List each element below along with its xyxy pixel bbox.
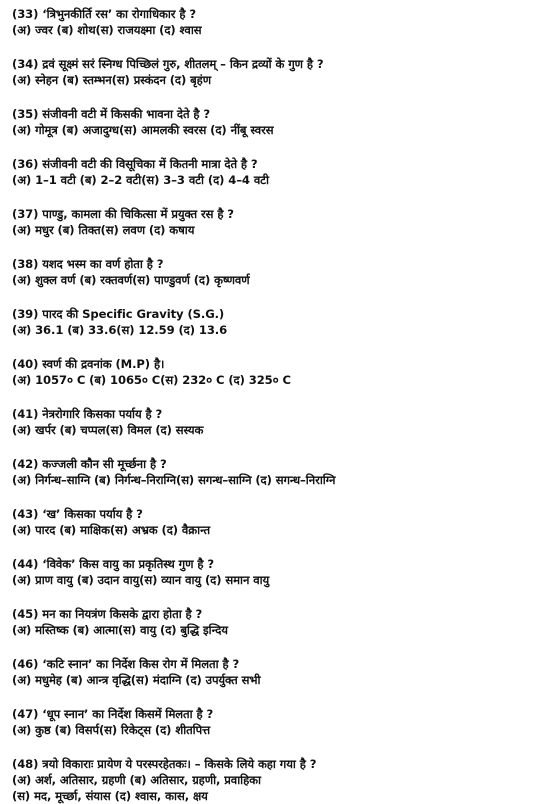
- question-text: (36) संजीवनी वटी की विसूचिका में कितनी मात्रा देते है ?: [12, 157, 258, 171]
- question-text: (47) ‘धूप स्नान’ का निर्देश किसमें मिलता है ?: [12, 707, 214, 721]
- question-block: [12, 456, 542, 488]
- spacer: [12, 638, 542, 656]
- answer-options: (अ) 36.1 (ब) 33.6(स) 12.59 (द) 13.6: [12, 323, 228, 337]
- question-text: (42) कज्जली कौन सी मूर्च्छना है ?: [12, 457, 167, 471]
- answer-options: (अ) खर्पर (ब) चप्पल(स) विमल (द) सस्यक: [12, 423, 204, 437]
- question-text: (34) द्रवं सूक्ष्मं सरं स्निग्ध पिच्छिलं गुरु, शीतलम् – किन द्रव्यों के गुण है ?: [12, 57, 324, 71]
- question-text: (39) पारद की Specific Gravity (S.G.): [12, 307, 225, 321]
- question-block: [12, 606, 542, 638]
- answer-options: (अ) शुक्ल वर्ण (ब) रक्तवर्ण(स) पाण्डुवर्ण (द) कृष्णवर्ण: [12, 273, 250, 287]
- spacer: [12, 488, 542, 506]
- question-text: (33) ‘त्रिभुनकीर्ति रस’ का रोगाधिकार है ?: [12, 7, 196, 21]
- answer-options: (अ) प्राण वायु (ब) उदान वायु(स) व्यान वायु (द) समान वायु: [12, 573, 270, 587]
- answer-options: (अ) कुष्ठ (ब) विसर्प(स) रिकेट्स (द) शीतपित्त: [12, 723, 211, 737]
- question-block: [12, 156, 542, 188]
- question-block: [12, 106, 542, 138]
- answer-options: (अ) 1–1 वटी (ब) 2–2 वटी(स) 3–3 वटी (द) 4–4 वटी: [12, 173, 269, 187]
- answer-options: (अ) पारद (ब) माक्षिक(स) अभ्रक (द) वैक्रान्त: [12, 523, 211, 537]
- spacer: [12, 688, 542, 706]
- question-text: (41) नेत्ररोगारि किसका पर्याय है ?: [12, 407, 163, 421]
- spacer: [12, 88, 542, 106]
- answer-options: (अ) मधुमेह (ब) आन्त्र वृद्धि(स) मंदाग्नि (द) उपर्युक्त सभी: [12, 673, 261, 687]
- spacer: [12, 538, 542, 556]
- question-text: (35) संजीवनी वटी में किसकी भावना देते है ?: [12, 107, 211, 121]
- question-block: [12, 356, 542, 388]
- question-block: [12, 256, 542, 288]
- answer-options: (अ) ज्वर (ब) शोथ(स) राजयक्ष्मा (द) श्वास: [12, 23, 202, 37]
- answer-options: (अ) स्नेहन (ब) स्तम्भन(स) प्रस्कंदन (द) बृहंण: [12, 73, 211, 87]
- question-block: [12, 306, 542, 338]
- spacer: [12, 338, 542, 356]
- question-block: [12, 406, 542, 438]
- question-block: [12, 706, 542, 738]
- spacer: [12, 238, 542, 256]
- answer-options: (अ) 1057० C (ब) 1065० C(स) 232० C (द) 325० C: [12, 373, 291, 387]
- answer-options: (अ) मधुर (ब) तिक्त(स) लवण (द) कषाय: [12, 223, 195, 237]
- spacer: [12, 188, 542, 206]
- question-text: (38) यशद भस्म का वर्ण होता है ?: [12, 257, 164, 271]
- spacer: [12, 588, 542, 606]
- spacer: [12, 438, 542, 456]
- question-block: [12, 506, 542, 538]
- answer-options: (स) मद, मूर्च्छा, संयास (द) श्वास, कास, क्षय: [12, 789, 208, 803]
- answer-options: (अ) अर्श, अतिसार, ग्रहणी (ब) अतिसार, ग्रहणी, प्रवाहिका: [12, 773, 261, 787]
- question-text: (43) ‘ख’ किसका पर्याय है ?: [12, 507, 143, 521]
- spacer: [12, 138, 542, 156]
- question-block: [12, 656, 542, 688]
- question-block: [12, 206, 542, 238]
- spacer: [12, 388, 542, 406]
- question-text: (44) ‘विवेक’ किस वायु का प्रकृतिस्थ गुण है ?: [12, 557, 214, 571]
- spacer: [12, 738, 542, 756]
- question-block: [12, 6, 542, 38]
- answer-options: (अ) निर्गन्ध–साग्नि (ब) निर्गन्ध–निराग्नि(स) सगन्ध–साग्नि (द) सगन्ध–निराग्नि: [12, 473, 336, 487]
- question-text: (46) ‘कटि स्नान’ का निर्देश किस रोग में मिलता है ?: [12, 657, 240, 671]
- answer-options: (अ) गोमूत्र (ब) अजादुग्ध(स) आमलकी स्वरस (द) नींबू स्वरस: [12, 123, 274, 137]
- question-block: [12, 56, 542, 88]
- spacer: [12, 288, 542, 306]
- question-block: [12, 556, 542, 588]
- question-sheet: [12, 6, 542, 804]
- spacer: [12, 38, 542, 56]
- question-text: (45) मन का नियत्रंण किसके द्वारा होता है ?: [12, 607, 203, 621]
- answer-options: (अ) मस्तिष्क (ब) आत्मा(स) वायु (द) बुद्धि इन्दिय: [12, 623, 228, 637]
- question-text: (48) त्रयो विकाराः प्रायेण ये परस्परहेतकः। – किसके लिये कहा गया है ?: [12, 757, 317, 771]
- question-text: (37) पाण्डु, कामला की चिकित्सा में प्रयुक्त रस है ?: [12, 207, 234, 221]
- question-text: (40) स्वर्ण की द्रवनांक (M.P) है।: [12, 357, 165, 371]
